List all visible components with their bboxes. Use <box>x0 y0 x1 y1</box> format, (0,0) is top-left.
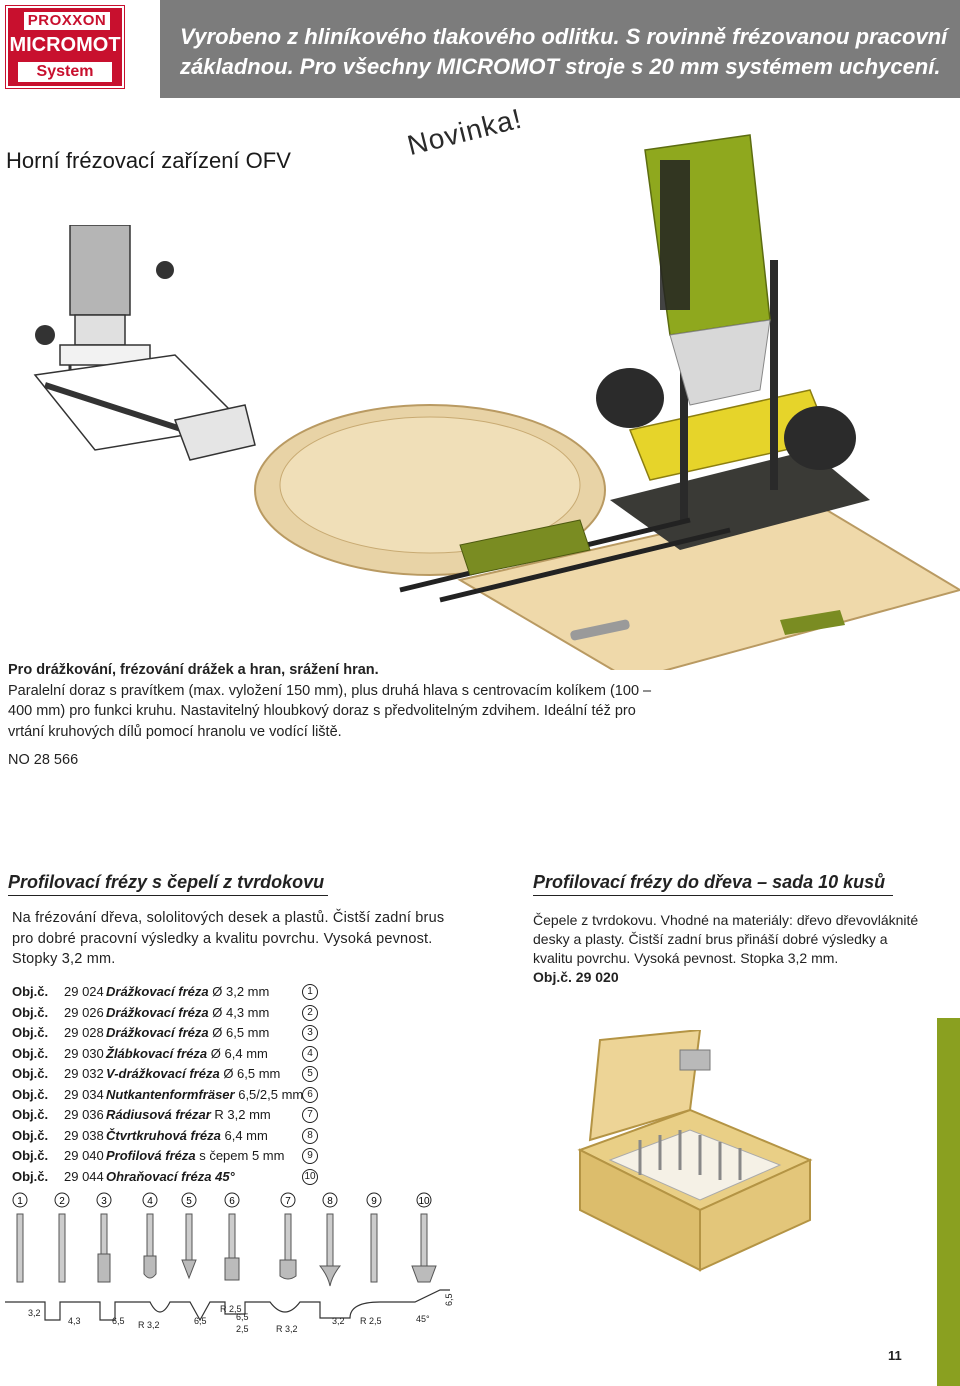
logo-badge <box>6 6 124 88</box>
cutter-spec: Ø 4,3 mm <box>212 1004 270 1020</box>
wood-set-order: Obj.č. 29 020 <box>533 969 619 985</box>
cutter-name-text: V-drážkovací fréza <box>106 1066 220 1081</box>
cutter-4 <box>143 1193 157 1278</box>
profile-dim: 3,2 <box>332 1316 345 1326</box>
cutter-spec: Ø 6,5 mm <box>223 1066 281 1081</box>
cutter-number: 6 <box>229 1196 235 1207</box>
cutter-name <box>106 1085 303 1106</box>
accent-bar <box>937 1018 960 1386</box>
cutter-8 <box>320 1193 340 1286</box>
cutter-name <box>106 1064 280 1085</box>
page-title: Horní frézovací zařízení OFV <box>6 148 291 173</box>
cutter-number: 1 <box>17 1196 23 1207</box>
cutter-spec: Ø 3,2 mm <box>212 984 270 999</box>
order-prefix: Obj.č. <box>12 1066 49 1081</box>
logo-brand: PROXXON <box>24 12 110 30</box>
order-prefix: Obj.č. <box>12 1107 49 1122</box>
cutter-name <box>106 1167 235 1188</box>
cutter-index: 2 <box>302 1005 318 1021</box>
cutter-name-text: Drážkovací fréza <box>106 1004 209 1020</box>
cutter-spec: Ø 6,4 mm <box>210 1045 268 1061</box>
cutter-name <box>106 1003 269 1024</box>
order-prefix: Obj.č. <box>12 1148 49 1163</box>
cutter-name <box>106 1023 269 1044</box>
cutter-name-text: Profilová fréza <box>106 1148 196 1163</box>
cutter-index: 4 <box>302 1046 318 1062</box>
cutter-number: 3 <box>101 1196 107 1207</box>
profile-dim: 6,5 <box>112 1316 125 1326</box>
order-code: 29 036 <box>64 1107 104 1122</box>
cutter-profiles <box>0 1280 470 1340</box>
cutter-7 <box>280 1193 296 1279</box>
cutter-name-text: Nutkantenformfräser <box>106 1086 235 1102</box>
cutter-1 <box>13 1193 27 1282</box>
order-prefix: Obj.č. <box>12 1004 49 1020</box>
order-code: 29 040 <box>64 1148 104 1163</box>
cutter-number: 8 <box>327 1196 333 1207</box>
wood-set-desc-text: Čepele z tvrdokovu. Vhodné na materiály: dřevo dřevovláknité desky a plasty. Čistší zadní brus přináší dobré výsledky a kvalitu povrchu. Vysoká pevnost. Stopka 3,2 mm. <box>533 912 919 966</box>
header-banner <box>160 0 960 98</box>
profile-dim: 6,5 <box>194 1316 207 1326</box>
profile-dim: 6,5 <box>236 1312 249 1322</box>
profile-dim: 4,3 <box>68 1316 81 1326</box>
profile-dim: 3,2 <box>28 1308 41 1318</box>
profile-dim: R 2,5 <box>360 1316 382 1326</box>
product-photo <box>250 120 960 670</box>
order-number: NO 28 566 <box>8 752 79 768</box>
cutter-number: 5 <box>186 1196 192 1207</box>
cutter-index: 5 <box>302 1066 318 1082</box>
profile-dim: R 3,2 <box>276 1324 298 1334</box>
order-code: 29 044 <box>64 1168 104 1184</box>
cutter-5 <box>182 1193 196 1278</box>
cutter-name <box>106 982 269 1003</box>
cutter-spec: s čepem 5 mm <box>199 1148 285 1163</box>
list-item <box>12 1126 322 1147</box>
product-description <box>8 660 658 742</box>
cutter-number: 4 <box>147 1196 153 1207</box>
cutter-number: 9 <box>371 1196 377 1207</box>
profile-dim: R 2,5 <box>220 1304 242 1314</box>
list-item <box>12 1023 322 1044</box>
profile-dim: R 3,2 <box>138 1320 160 1330</box>
cutter-spec: Ø 6,5 mm <box>212 1025 270 1040</box>
list-item <box>12 1064 322 1085</box>
description-lead: Pro drážkování, frézování drážek a hran, srážení hran. <box>8 662 379 678</box>
order-code: 29 038 <box>64 1127 104 1143</box>
cutter-index: 8 <box>302 1128 318 1144</box>
profile-dim: 45° <box>416 1314 430 1324</box>
cutters-section-title: Profilovací frézy s čepelí z tvrdokovu <box>8 872 328 896</box>
cutter-index: 1 <box>302 984 318 1000</box>
cutter-number: 2 <box>59 1196 65 1207</box>
proxxon-logo <box>0 0 130 96</box>
list-item <box>12 1044 322 1065</box>
order-code: 29 032 <box>64 1066 104 1081</box>
list-item <box>12 1003 322 1024</box>
list-item <box>12 1085 322 1106</box>
cutter-3 <box>97 1193 111 1282</box>
cutter-2 <box>55 1193 69 1282</box>
cutter-name-text: Rádiusová frézar <box>106 1107 211 1122</box>
order-prefix: Obj.č. <box>12 1086 49 1102</box>
novinka-label: Novinka! <box>404 102 526 162</box>
wood-set-desc <box>533 911 923 987</box>
cutter-name <box>106 1146 284 1167</box>
list-item <box>12 982 322 1003</box>
cutter-name-text: Ohraňovací fréza 45° <box>106 1168 235 1184</box>
profile-dim: 6,5 <box>444 1293 454 1306</box>
list-item <box>12 1105 322 1126</box>
list-item <box>12 1167 322 1188</box>
cutter-6 <box>225 1193 239 1280</box>
cutters-order-list <box>12 982 322 1187</box>
order-prefix: Obj.č. <box>12 1168 49 1184</box>
order-code: 29 026 <box>64 1004 104 1020</box>
order-prefix: Obj.č. <box>12 1025 49 1040</box>
cutters-section-desc: Na frézování dřeva, sololitových desek a plastů. Čistší zadní brus pro dobré pracovní výsledky a kvalitu povrchu. Vysoká pevnost. Stopky 3,2 mm. <box>12 910 445 967</box>
banner-text: Vyrobeno z hliníkového tlakového odlitku. S rovinně frézovanou pracovní základnou. Pro všechny MICROMOT stroje s 20 mm systémem uchycení. <box>180 24 948 79</box>
cutter-number: 10 <box>418 1196 430 1207</box>
cutter-index: 3 <box>302 1025 318 1041</box>
order-code: 29 028 <box>64 1025 104 1040</box>
cutter-index: 7 <box>302 1107 318 1123</box>
logo-line: MICROMOT <box>9 34 121 56</box>
cutter-box-photo <box>560 1030 820 1280</box>
list-item <box>12 1146 322 1167</box>
description-body: Paralelní doraz s pravítkem (max. vyložení 150 mm), plus druhá hlava s centrovacím kolíkem (100 – 400 mm) pro funkci kruhu. Nastavitelný hloubkový doraz s předvolitelným zdvihem. Ideální též pro vrtání kruhových dílů pomocí hranolu ve vodící liště. <box>8 682 652 740</box>
cutter-spec: 6,4 mm <box>224 1127 268 1143</box>
cutter-name-text: Drážkovací fréza <box>106 1025 209 1040</box>
cutter-name-text: Čtvrtkruhová fréza <box>106 1127 221 1143</box>
cutter-spec: 6,5/2,5 mm <box>238 1086 304 1102</box>
cutter-name-text: Žlábkovací fréza <box>106 1045 208 1061</box>
cutter-name <box>106 1105 271 1126</box>
order-code: 29 034 <box>64 1086 104 1102</box>
cutter-10 <box>412 1193 436 1282</box>
order-code: 29 030 <box>64 1045 104 1061</box>
cutter-number: 7 <box>285 1196 291 1207</box>
cutter-9 <box>367 1193 381 1282</box>
wood-set-title: Profilovací frézy do dřeva – sada 10 kusů <box>533 872 893 896</box>
cutter-name <box>106 1044 268 1065</box>
cutter-name <box>106 1126 268 1147</box>
profile-dim: 2,5 <box>236 1324 249 1334</box>
order-prefix: Obj.č. <box>12 1127 49 1143</box>
technical-drawing <box>15 225 260 475</box>
cutter-spec: R 3,2 mm <box>214 1107 271 1122</box>
cutter-index: 6 <box>302 1087 318 1103</box>
order-prefix: Obj.č. <box>12 984 49 999</box>
cutter-name-text: Drážkovací fréza <box>106 984 209 999</box>
order-prefix: Obj.č. <box>12 1045 49 1061</box>
page-number: 11 <box>888 1348 902 1363</box>
order-code: 29 024 <box>64 984 104 999</box>
logo-system: System <box>18 62 112 82</box>
cutter-index: 9 <box>302 1148 318 1164</box>
cutter-index: 10 <box>302 1169 318 1185</box>
